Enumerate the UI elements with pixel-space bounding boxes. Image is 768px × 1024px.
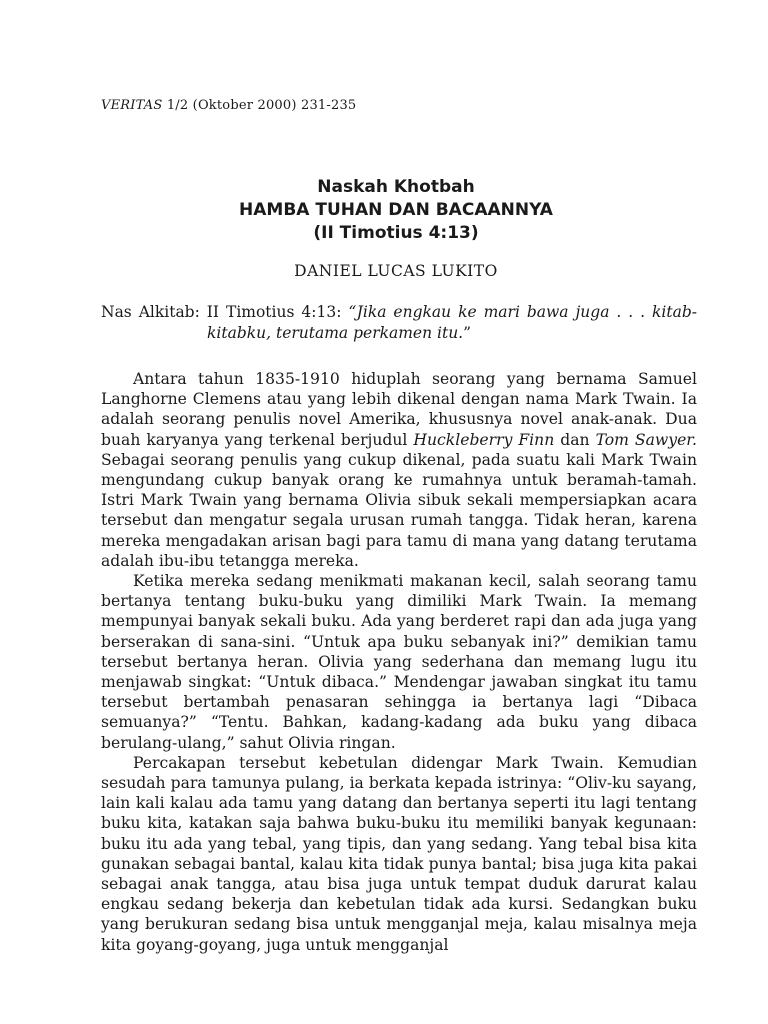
paragraph-1-part-c: Sebagai seorang penulis yang cukup dikenal, pada suatu kali Mark Twain mengundang cukup banyak orang ke rumahnya untuk beramah-tamah. Istri Mark Twain yang bernama Olivia sibuk sekali mempersiapkan acara tersebut dan mengatur segala urusan rumah tangga. Tidak heran, karena mereka mengadakan arisan bagi para tamu di mana yang datang terutama adalah ibu-ibu tetangga mereka. <box>101 450 697 570</box>
sermon-title: HAMBA TUHAN DAN BACAANNYA <box>239 200 553 220</box>
scripture-quote-close: ” <box>463 324 472 342</box>
scripture-line-1 <box>101 302 697 323</box>
paragraph-1-part-a: Antara tahun 1835-1910 hiduplah seorang yang bernama Samuel Langhorne Clemens atau yang lebih dikenal dengan nama Mark Twain. Ia adalah seorang penulis novel Amerika, khususnya novel anak-anak. Dua buah karyanya yang terkenal berjudul <box>101 370 697 449</box>
scripture-line-2 <box>101 323 697 344</box>
journal-citation <box>101 98 356 113</box>
book-title-huckleberry: Huckleberry Finn <box>413 430 555 449</box>
body-text <box>101 369 697 955</box>
scripture-quote-part1: “Jika engkau ke mari bawa juga . . . kitab- <box>348 303 698 321</box>
journal-issue: 1/2 (Oktober 2000) 231-235 <box>166 98 357 113</box>
scripture-text-block <box>101 302 697 344</box>
scripture-label: Nas Alkitab: II Timotius 4:13: <box>101 303 342 321</box>
title-block <box>0 176 768 245</box>
author-name: DANIEL LUCAS LUKITO <box>294 262 498 280</box>
paragraph-3: Percakapan tersebut kebetulan didengar Mark Twain. Kemudian sesudah para tamunya pulang, ia berkata kepada istrinya: “Oliv-ku sayang, lain kali kalau ada tamu yang datang dan bertanya seperti itu lagi tentang buku kita, katakan saja bahwa buku-buku itu memiliki banyak kegunaan: buku itu ada yang tebal, yang tipis, dan yang sedang. Yang tebal bisa kita gunakan sebagai bantal, kalau kita tidak punya bantal; bisa juga kita pakai sebagai anak tangga, atau bisa juga untuk tempat duduk darurat kalau engkau sedang bekerja dan kebetulan tidak ada kursi. Sedangkan buku yang berukuran sedang bisa untuk mengganjal meja, kalau misalnya meja kita goyang-goyang, juga untuk mengganjal <box>101 753 697 954</box>
book-title-tom-sawyer: Tom Sawyer. <box>595 430 697 449</box>
journal-name: VERITAS <box>101 98 163 113</box>
paragraph-1-part-b: dan <box>554 430 596 449</box>
paragraph-1 <box>101 369 697 571</box>
scripture-reference: (II Timotius 4:13) <box>313 223 479 243</box>
paragraph-2: Ketika mereka sedang menikmati makanan kecil, salah seorang tamu bertanya tentang buku-buku yang dimiliki Mark Twain. Ia memang mempunyai banyak sekali buku. Ada yang berderet rapi dan ada juga yang berserakan di sana-sini. “Untuk apa buku sebanyak ini?” demikian tamu tersebut bertanya heran. Olivia yang sederhana dan memang lugu itu menjawab singkat: “Untuk dibaca.” Mendengar jawaban singkat itu tamu tersebut bertambah penasaran sehingga ia bertanya lagi “Dibaca semuanya?” “Tentu. Bahkan, kadang-kadang ada buku yang dibaca berulang-ulang,” sahut Olivia ringan. <box>101 572 697 752</box>
sermon-kicker: Naskah Khotbah <box>317 177 475 197</box>
scripture-quote-part2: kitabku, terutama perkamen itu. <box>207 324 464 342</box>
